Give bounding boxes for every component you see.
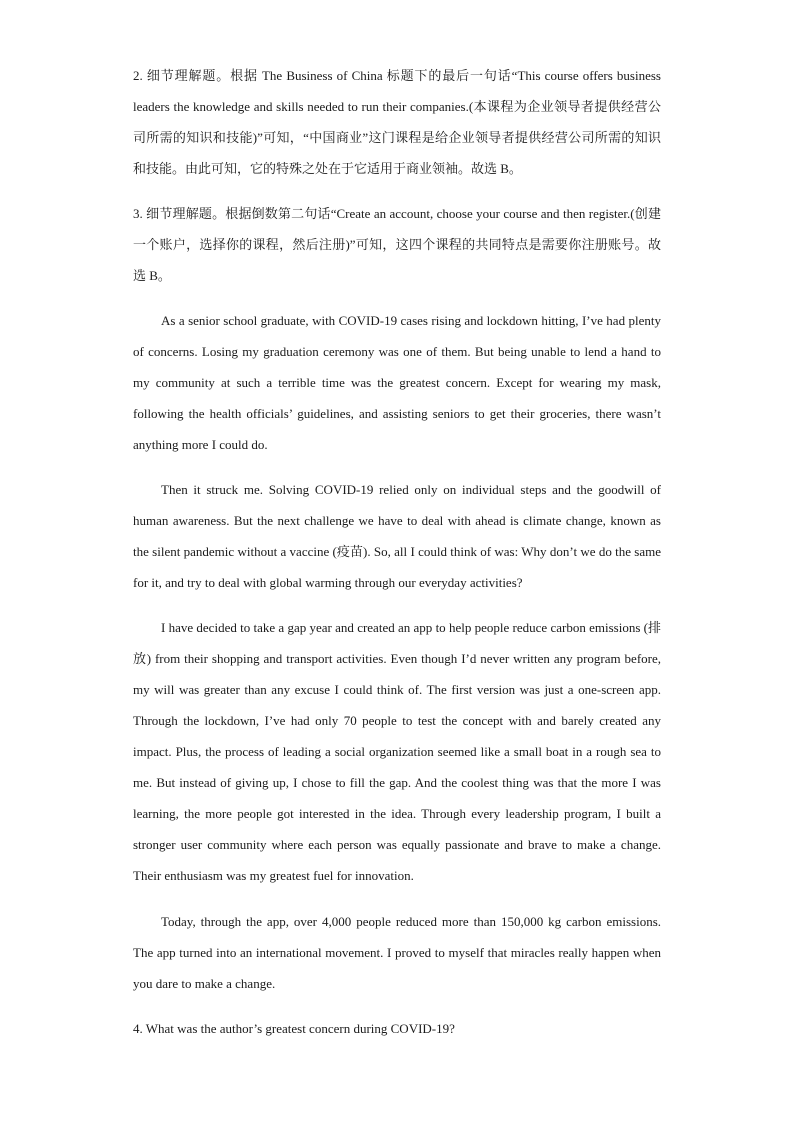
passage-paragraph-1: As a senior school graduate, with COVID-19 cases rising and lockdown hitting, I’ve had plenty of concerns. Losing my graduation ceremony was one of them. But being unable to lend a hand to my community at such a terrible time was the greatest concern. Except for wearing my mask, following the health officials’ guidelines, and assisting seniors to get their groceries, there wasn’t anything more I could do. [133,313,661,452]
passage-paragraph-3: I have decided to take a gap year and created an app to help people reduce carbon emissions (排放) from their shopping and transport activities. Even though I’d never written any program before, my will was greater than any excuse I could think of. The first version was just a one-screen app. Through the lockdown, I’ve had only 70 people to test the concept with and barely created any impact. Plus, the process of leading a social organization seemed like a small boat in a rough sea to me. But instead of giving up, I chose to fill the gap. And the coolest thing was that the more I was learning, the more people got interested in the idea. Through every leadership program, I built a stronger user community where each person was equally passionate and brave to make a change. Their enthusiasm was my greatest fuel for innovation. [133,620,661,883]
passage-paragraph-2: Then it struck me. Solving COVID-19 relied only on individual steps and the goodwill of human awareness. But the next challenge we have to deal with ahead is climate change, known as the silent pandemic without a vaccine (疫苗). So, all I could think of was: Why don’t we do the same for it, and try to deal with global warming through our everyday activities? [133,482,661,590]
answer-explanation-3: 3. 细节理解题。根据倒数第二句话“Create an account, choose your course and then register.(创建一个账户，选择你的课程，然后注册)”可知，这四个课程的共同特点是需要你注册账号。故选 B。 [133,206,661,283]
question-4: 4. What was the author’s greatest concern during COVID-19? [133,1021,455,1036]
answer-explanation-2: 2. 细节理解题。根据 The Business of China 标题下的最后一句话“This course offers business leaders the knowledge and skills needed to run their companies.(本课程为企业领导者提供经营公司所需的知识和技能)”可知，“中国商业”这门课程是给企业领导者提供经营公司所需的知识和技能。由此可知，它的特殊之处在于它适用于商业领袖。故选 B。 [133,68,661,176]
passage-paragraph-4: Today, through the app, over 4,000 people reduced more than 150,000 kg carbon emissions. The app turned into an international movement. I proved to myself that miracles really happen when you dare to make a change. [133,914,661,991]
